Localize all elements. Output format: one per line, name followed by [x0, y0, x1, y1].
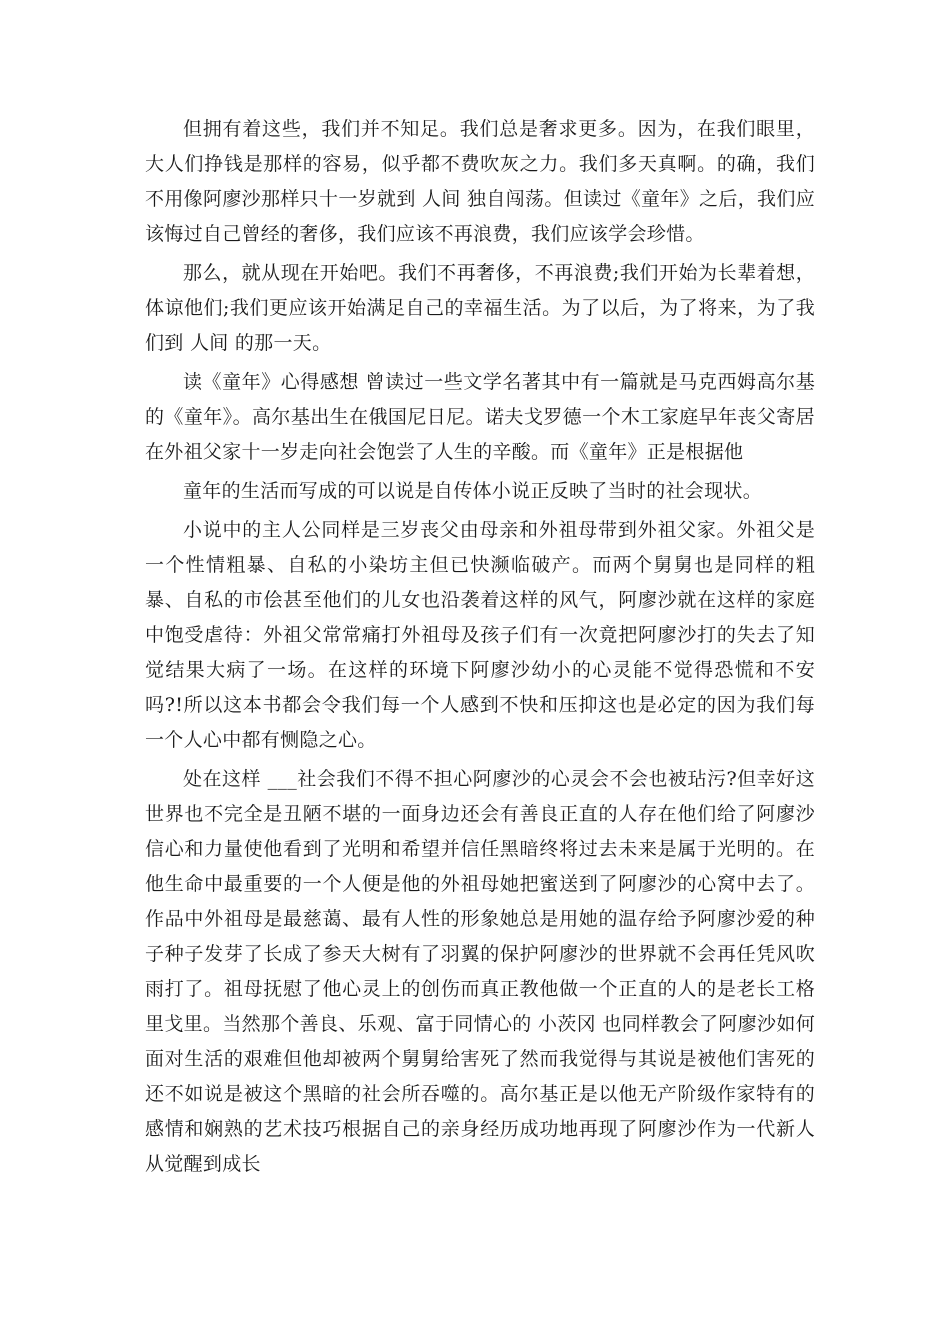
paragraph-5: 小说中的主人公同样是三岁丧父由母亲和外祖母带到外祖父家。外祖父是一个性情粗暴、自私的小染坊主但已快濒临破产。而两个舅舅也是同样的粗暴、自私的市侩甚至他们的儿女也沿袭着这样的风气，阿廖沙就在这样的家庭中饱受虐待：外祖父常常痛打外祖母及孩子们有一次竟把阿廖沙打的失去了知觉结果大病了一场。在这样的环境下阿廖沙幼小的心灵能不觉得恐慌和不安吗?!所以这本书都会令我们每一个人感到不快和压抑这也是必定的因为我们每一个人心中都有恻隐之心。 [145, 519, 815, 751]
paragraph-6: 处在这样 ___社会我们不得不担心阿廖沙的心灵会不会也被玷污?但幸好这世界也不完全是丑陋不堪的一面身边还会有善良正直的人存在他们给了阿廖沙信心和力量使他看到了光明和希望并信任黑暗终将过去未来是属于光明的。在他生命中最重要的一个人便是他的外祖母她把蜜送到了阿廖沙的心窝中去了。作品中外祖母是最慈蔼、最有人性的形象她总是用她的温存给予阿廖沙爱的种子种子发芽了长成了参天大树有了羽翼的保护阿廖沙的世界就不会再任凭风吹雨打了。祖母抚慰了他心灵上的创伤而真正教他做一个正直的人的是老长工格里戈里。当然那个善良、乐观、富于同情心的 小茨冈 也同样教会了阿廖沙如何面对生活的艰难但他却被两个舅舅给害死了然而我觉得与其说是被他们害死的还不如说是被这个黑暗的社会所吞噬的。高尔基正是以他无产阶级作家特有的感情和娴熟的艺术技巧根据自己的亲身经历成功地再现了阿廖沙作为一代新人从觉醒到成长 [145, 768, 815, 1175]
paragraph-4: 童年的生活而写成的可以说是自传体小说正反映了当时的社会现状。 [183, 480, 763, 502]
paragraph-1: 但拥有着这些，我们并不知足。我们总是奢求更多。因为，在我们眼里，大人们挣钱是那样的容易，似乎都不费吹灰之力。我们多天真啊。的确，我们不用像阿廖沙那样只十一岁就到 人间 独自闯荡。但读过《童年》之后，我们应该悔过自己曾经的奢侈，我们应该不再浪费，我们应该学会珍惜。 [145, 118, 815, 245]
paragraph-2: 那么，就从现在开始吧。我们不再奢侈，不再浪费;我们开始为长辈着想，体谅他们;我们更应该开始满足自己的幸福生活。为了以后，为了将来，为了我们到 人间 的那一天。 [145, 262, 815, 354]
paragraph-3: 读《童年》心得感想 曾读过一些文学名著其中有一篇就是马克西姆高尔基的《童年》。高尔基出生在俄国尼日尼。诺夫戈罗德一个木工家庭早年丧父寄居在外祖父家十一岁走向社会饱尝了人生的辛酸。而《童年》正是根据他 [145, 371, 815, 463]
document-body [145, 112, 815, 1186]
